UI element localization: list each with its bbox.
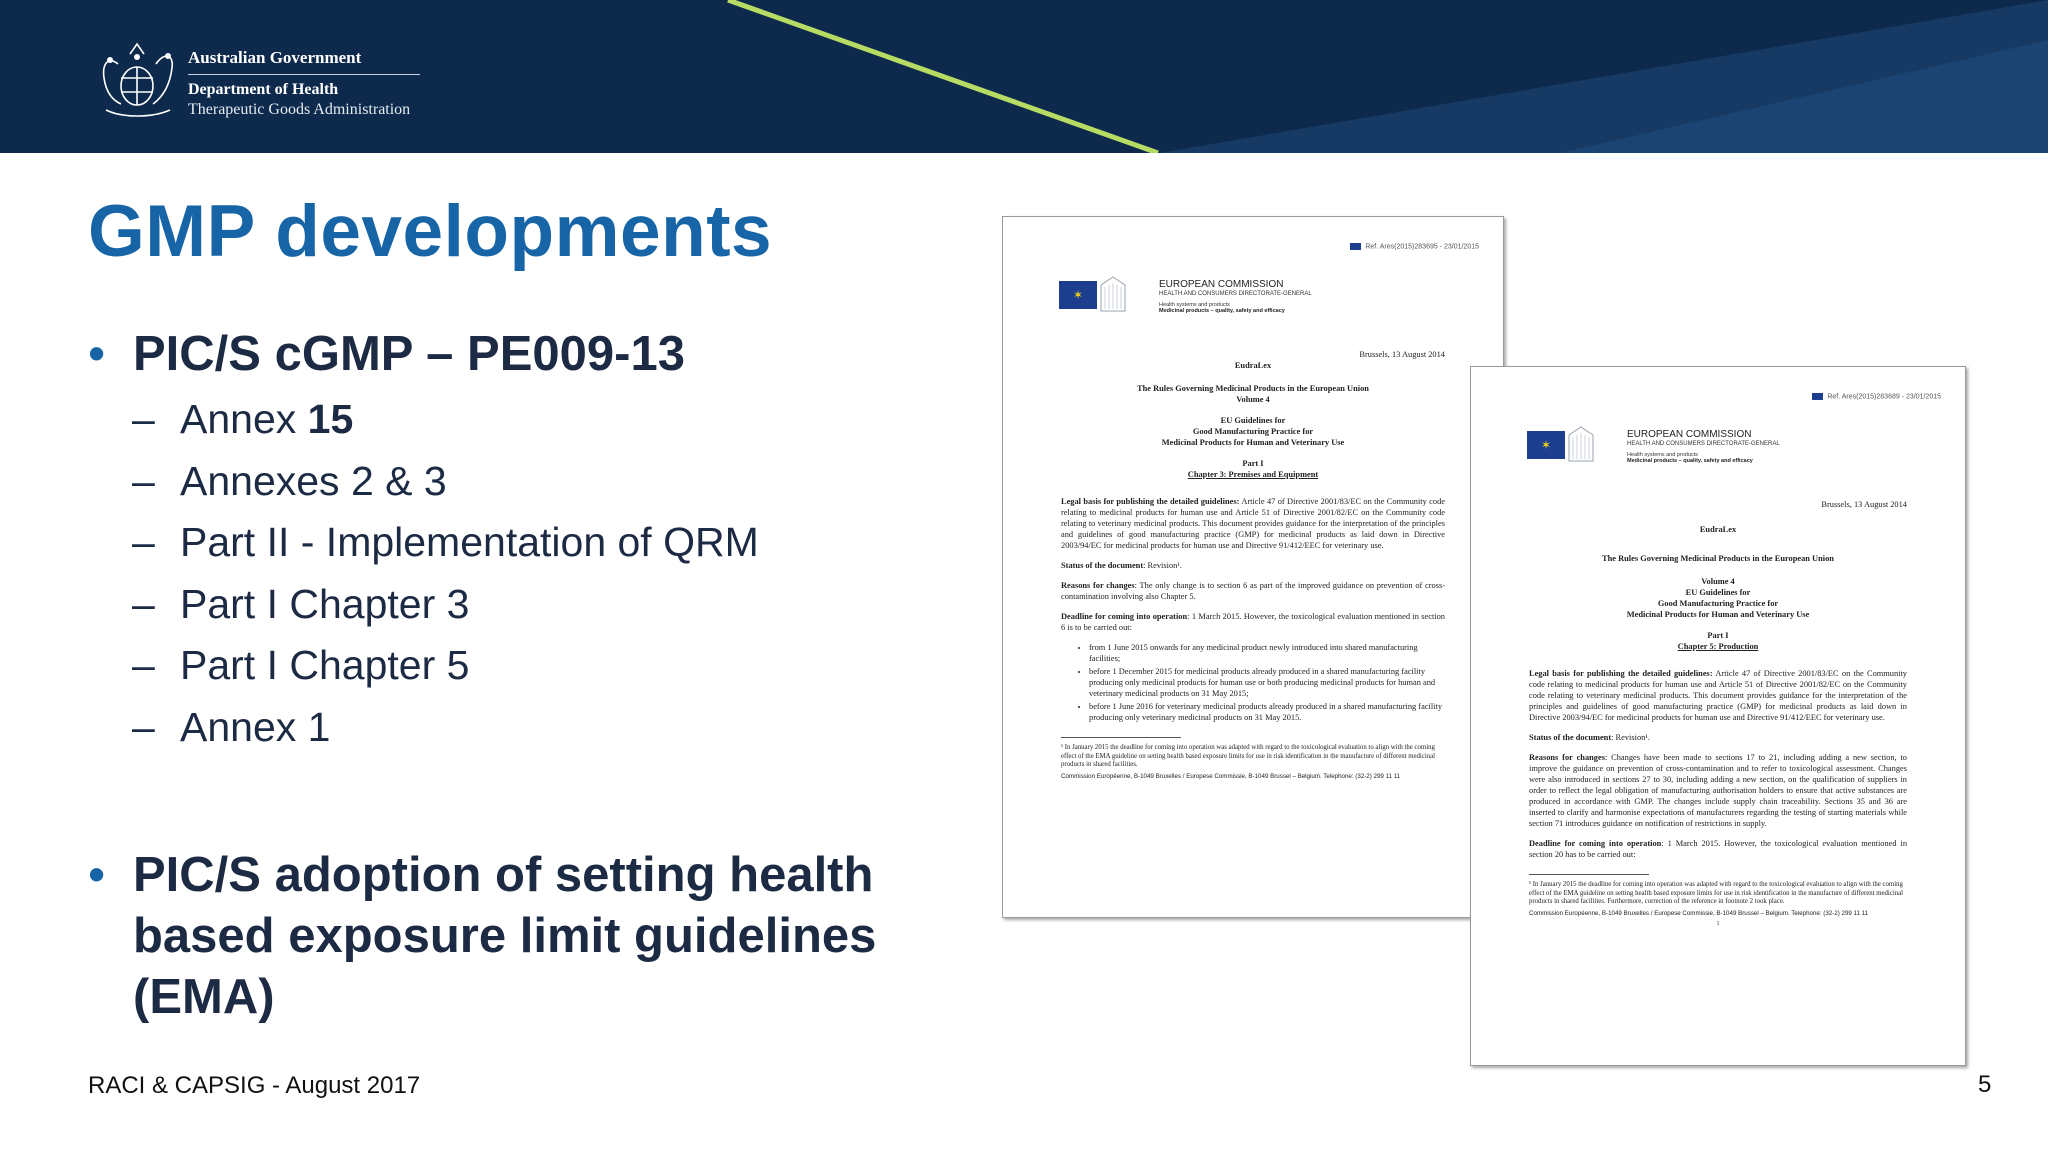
doc-deadline-list	[1071, 642, 1445, 723]
doc-deadline	[1061, 611, 1445, 633]
doc-reasons-label: Reasons for changes	[1061, 581, 1135, 590]
doc-deadline-label: Deadline for coming into operation	[1529, 839, 1662, 848]
berlaymont-icon	[1099, 275, 1127, 313]
slide-content	[88, 324, 948, 1028]
sub-item-text: Annex	[180, 396, 308, 442]
dash: –	[132, 580, 155, 627]
doc-reasons-text: : The only change is to section 6 as part of the improved guidance on prevention of cross-contamination involving also Chapter 5.	[1061, 581, 1445, 601]
sub-item-text: Annex 1	[180, 703, 331, 750]
doc-reasons-text: : Changes have been made to sections 17 to 21, including adding a new section, to improve the guidance on prevention of cross-contamination and to refer to toxicological assessment. Changes were also introduced in sections 27 to 30, including adding a new section, on the qualification of suppliers in order to reflect the legal obligation of manufacturing authorisation holders to ensure that active substances are produced in accordance with GMP. The changes include supply chain traceability. Sections 35 and 36 are inserted to clarify and harmonise expectations of manufacturers regarding the testing of starting materials while section 71 introduces guidance on notification of restrictions in supply.	[1529, 753, 1907, 828]
doc-legal-text: Article 47 of Directive 2001/83/EC on the Community code relating to medicinal products for human use and Article 51 of Directive 2001/82/EC on the Community code relating to veterinary medicinal products. This document provides guidance for the interpretation of the principles and guidelines of good manufacturing practice (GMP) for medicinal products as laid down in Directive 2003/94/EC for medicinal products for human use and Directive 91/412/EEC for veterinary use.	[1061, 497, 1445, 550]
ec-sub-unit: Medicinal products – quality, safety and efficacy	[1159, 308, 1285, 314]
logo-text	[188, 48, 420, 119]
doc-status	[1061, 560, 1445, 571]
doc-address: Commission Européenne, B-1049 Bruxelles / Europese Commissie, B-1049 Brussel – Belgium. Telephone: (32-2) 299 11 11	[1529, 909, 1869, 917]
ec-letterhead	[1059, 273, 1319, 323]
dash: –	[132, 457, 155, 504]
bullet-pics-adoption	[88, 845, 948, 1028]
dash: –	[132, 396, 155, 442]
doc-list-item: • before 1 June 2016 for veterinary medicinal products already produced in a shared manufacturing facility producing only veterinary medicinal products on 31 May 2015.	[1089, 701, 1445, 723]
sub-item-part-i-chapter-5	[88, 635, 948, 697]
sub-item-text: Part I Chapter 3	[180, 580, 470, 627]
agency-name: Therapeutic Goods Administration	[188, 101, 411, 118]
doc-chapter: Chapter 5: Production	[1677, 642, 1759, 651]
doc-ref-text: Ref. Ares(2015)283689 - 23/01/2015	[1827, 393, 1941, 401]
footnote-divider	[1061, 737, 1181, 738]
doc-body	[1061, 349, 1445, 782]
doc-rules: The Rules Governing Medicinal Products in the European Union	[1137, 384, 1369, 393]
ec-dg: HEALTH AND CONSUMERS DIRECTORATE-GENERAL	[1627, 441, 1780, 447]
doc-page-number: 1	[1716, 920, 1720, 927]
doc-reasons	[1061, 580, 1445, 602]
berlaymont-icon	[1567, 425, 1595, 463]
doc-status-text: : Revision¹.	[1143, 561, 1182, 570]
sub-list	[88, 389, 948, 759]
doc-legal-basis	[1529, 668, 1907, 723]
doc-footnote: ¹ In January 2015 the deadline for coming into operation was adapted with regard to the toxicological evaluation to align with the coming effect of the EMA guideline on setting health based exposure limits for use in risk identification in the manufacture of different medicinal products in shared facilities.	[1061, 744, 1436, 768]
dash: –	[132, 519, 155, 566]
doc-eudralex: EudraLex	[1699, 525, 1737, 534]
ec-text	[1159, 279, 1312, 314]
eu-flag-icon	[1812, 393, 1823, 400]
doc-legal-label: Legal basis for publishing the detailed guidelines:	[1061, 497, 1240, 506]
sub-item-part-ii-qrm	[88, 512, 948, 574]
doc-guide-line-2: Good Manufacturing Practice for	[1657, 599, 1779, 608]
doc-eudralex: EudraLex	[1234, 361, 1272, 370]
dash: –	[132, 642, 155, 689]
sub-item-text: Annexes 2 & 3	[180, 457, 447, 504]
doc-status-text: : Revision¹.	[1611, 733, 1650, 742]
doc-deadline-text: : 1 March 2015. However, the toxicological evaluation mentioned in section 20 has to be carried out:	[1529, 839, 1908, 859]
doc-deadline-label: Deadline for coming into operation	[1061, 612, 1188, 621]
sub-item-strong: 15	[307, 396, 354, 442]
doc-part: Part I	[1242, 459, 1264, 468]
ec-name: EUROPEAN COMMISSION	[1627, 429, 1752, 440]
doc-guide-line-3: Medicinal Products for Human and Veterinary Use	[1626, 610, 1810, 619]
ec-text	[1627, 429, 1780, 464]
eu-flag-icon: ✶	[1527, 431, 1565, 459]
sub-item-text: Part II - Implementation of QRM	[180, 519, 759, 566]
doc-reasons-label: Reasons for changes	[1529, 753, 1605, 762]
doc-reasons	[1529, 752, 1907, 829]
doc-date: Brussels, 13 August 2014	[1821, 500, 1907, 509]
doc-guide-line-3: Medicinal Products for Human and Veterinary Use	[1161, 438, 1345, 447]
bullet-pics-cgmp	[88, 324, 948, 385]
eu-flag-icon: ✶	[1059, 281, 1097, 309]
doc-reference	[1350, 243, 1479, 250]
doc-body	[1529, 499, 1907, 930]
doc-list-item: • before 1 December 2015 for medicinal products already produced in a shared manufacturing facility producing only medicinal products for human use or both producing medicinal products for human and veterinary medicinal products on 31 May 2015;	[1089, 666, 1445, 699]
bullet-dot: •	[88, 847, 106, 902]
doc-legal-text: Article 47 of Directive 2001/83/EC on the Community code relating to medicinal products for human use and Article 51 of Directive 2001/82/EC on the Community code relating to veterinary medicinal products. This document provides guidance for the interpretation of the principles and guidelines of good manufacturing practice (GMP) for medicinal products as laid down in Directive 2003/94/EC for medicinal products for human use and Directive 91/412/EEC for veterinary use.	[1529, 669, 1907, 722]
doc-address: Commission Européenne, B-1049 Bruxelles / Europese Commissie, B-1049 Brussel – Belgium. Telephone: (32-2) 299 11 11	[1061, 772, 1401, 780]
bullet-text: PIC/S cGMP – PE009-13	[133, 327, 685, 381]
slide-footer: RACI & CAPSIG - August 2017	[88, 1072, 421, 1099]
sub-item-annexes-2-3	[88, 451, 948, 513]
slide-title: GMP developments	[88, 191, 773, 272]
sub-item-text: Part I Chapter 5	[180, 642, 470, 689]
doc-list-item: • from 1 June 2015 onwards for any medicinal product newly introduced into shared manufacturing facilities;	[1089, 642, 1445, 664]
sub-item-part-i-chapter-3	[88, 574, 948, 636]
doc-status	[1529, 732, 1907, 743]
sub-item-annex-15	[88, 389, 948, 451]
doc-legal-basis	[1061, 496, 1445, 551]
doc-chapter: Chapter 3: Premises and Equipment	[1187, 470, 1319, 479]
doc-legal-label: Legal basis for publishing the detailed guidelines:	[1529, 669, 1713, 678]
doc-guide-line-1: EU Guidelines for	[1685, 588, 1751, 597]
ec-unit: Health systems and products	[1159, 302, 1230, 308]
doc-guide-line-1: EU Guidelines for	[1220, 416, 1286, 425]
coat-of-arms-icon	[88, 34, 186, 126]
doc-volume: Volume 4	[1701, 577, 1735, 586]
footnote-divider	[1529, 874, 1649, 875]
document-chapter-3	[1002, 216, 1504, 918]
doc-rules: The Rules Governing Medicinal Products in the European Union	[1602, 554, 1834, 563]
dash: –	[132, 703, 155, 750]
doc-status-label: Status of the document	[1529, 733, 1612, 742]
eu-flag-icon	[1350, 243, 1361, 250]
ec-letterhead	[1527, 423, 1787, 473]
doc-reference	[1812, 393, 1941, 400]
doc-status-label: Status of the document	[1061, 561, 1144, 570]
doc-ref-text: Ref. Ares(2015)283695 - 23/01/2015	[1365, 243, 1479, 251]
ec-name: EUROPEAN COMMISSION	[1159, 279, 1284, 290]
accent-line	[728, 0, 1158, 153]
bullet-text: PIC/S adoption of setting health based exposure limit guidelines (EMA)	[133, 847, 877, 1024]
doc-volume: Volume 4	[1236, 395, 1270, 404]
doc-date: Brussels, 13 August 2014	[1359, 350, 1445, 359]
doc-part: Part I	[1707, 631, 1729, 640]
doc-guide-line-2: Good Manufacturing Practice for	[1192, 427, 1314, 436]
doc-deadline-text: : 1 March 2015. However, the toxicological evaluation mentioned in section 6 is to be carried out:	[1061, 612, 1445, 632]
department-name: Department of Health	[188, 81, 339, 98]
ec-sub-unit: Medicinal products – quality, safety and efficacy	[1627, 458, 1753, 464]
doc-deadline	[1529, 838, 1907, 860]
sub-item-annex-1	[88, 697, 948, 759]
government-logo	[88, 34, 448, 126]
ec-unit: Health systems and products	[1627, 452, 1698, 458]
bullet-dot: •	[88, 327, 106, 381]
document-chapter-5	[1470, 366, 1966, 1066]
header-banner	[0, 0, 2048, 153]
government-name: Australian Government	[188, 48, 420, 75]
doc-footnote: ¹ In January 2015 the deadline for coming into operation was adapted with regard to the toxicological evaluation to align with the coming effect of the EMA guideline on setting health based exposure limits for use in risk identification in the manufacture of different medicinal products in shared facilities. Furthermore, correction of the reference in footnote 2 took place.	[1529, 881, 1904, 905]
page-number: 5	[1978, 1071, 1992, 1098]
ec-dg: HEALTH AND CONSUMERS DIRECTORATE-GENERAL	[1159, 291, 1312, 297]
